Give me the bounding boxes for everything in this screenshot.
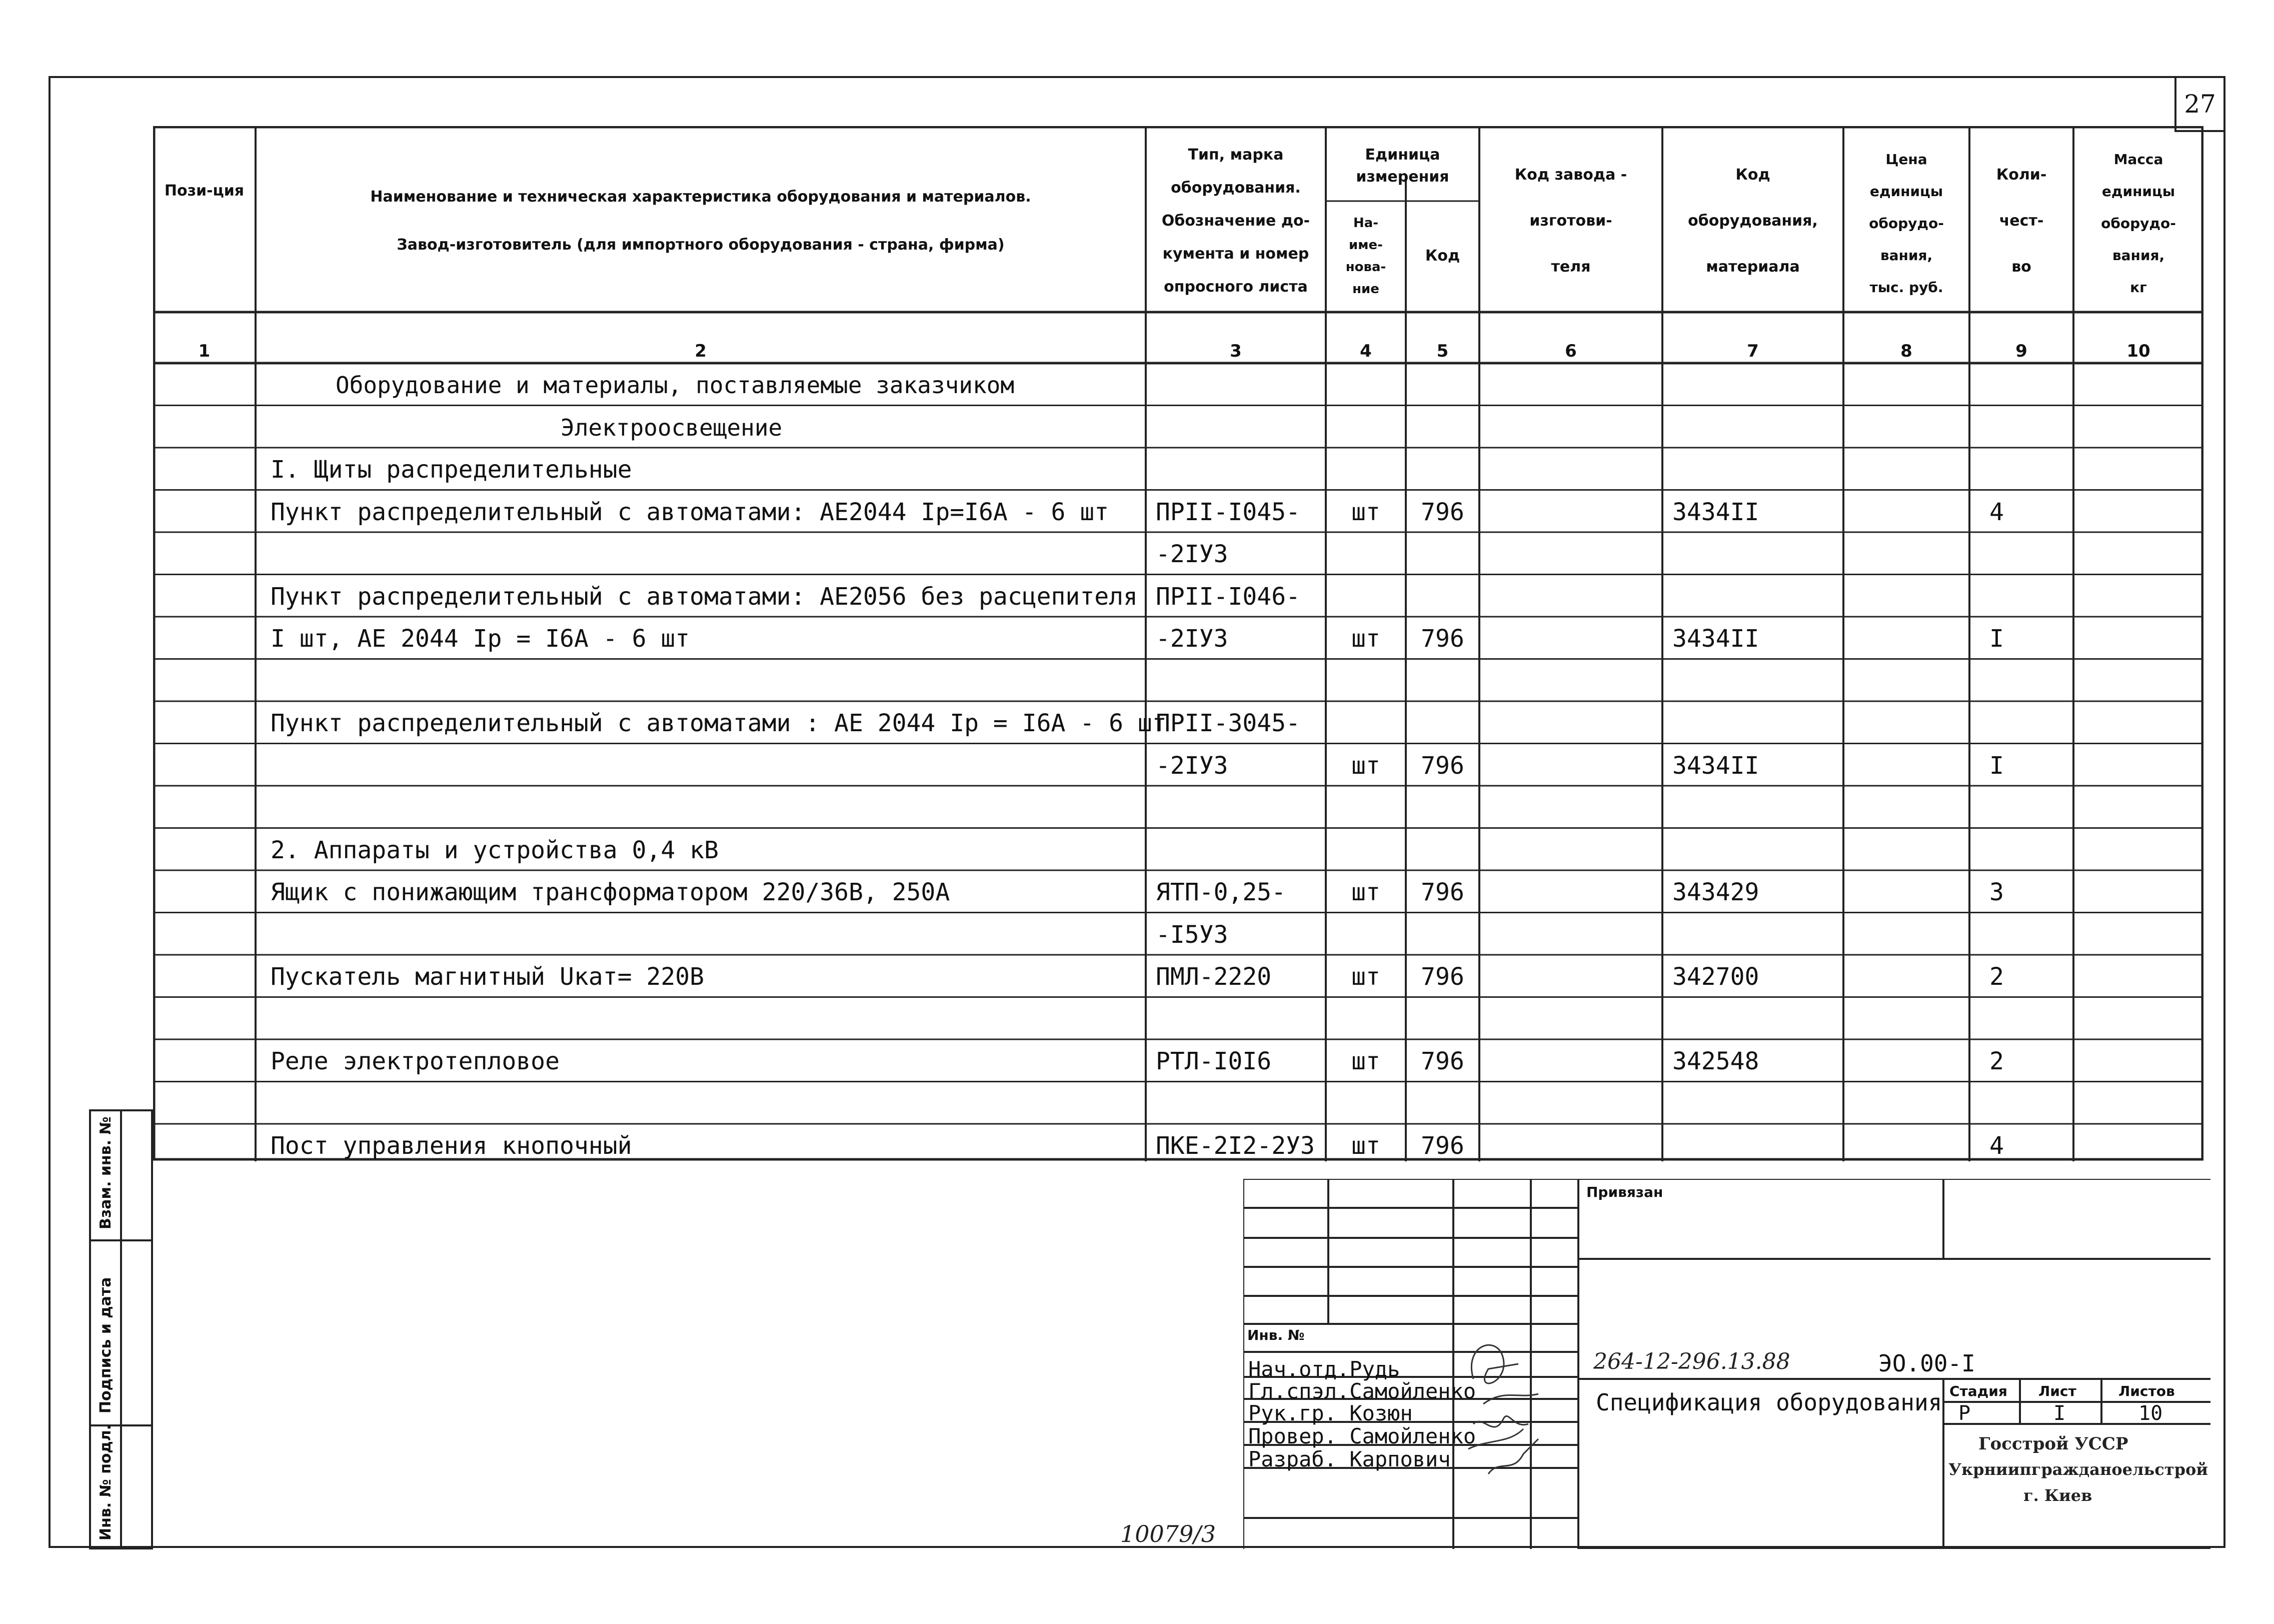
colnum-9: 9 — [2015, 341, 2027, 361]
row-19-qty: 4 — [1989, 1132, 2004, 1160]
row-1-unit — [1326, 364, 1406, 406]
row-4-type: ПРII-I045- — [1156, 498, 1300, 526]
row-5-type: -2IУ3 — [1156, 540, 1228, 568]
row-6-unit — [1326, 576, 1406, 618]
row-17-name: Реле электротепловое — [271, 1047, 560, 1075]
privyazan-label: Привязан — [1586, 1184, 1663, 1200]
row-3-code — [1406, 449, 1479, 491]
header-price: Цена единицы оборудо- вания, тыс. руб. — [1869, 151, 1944, 296]
row-9-code — [1406, 702, 1479, 744]
header-unit-code: Код — [1425, 247, 1460, 265]
row-13-equip: 343429 — [1672, 878, 1759, 906]
header-position: Пози-ция — [164, 182, 245, 200]
stamp-inv-podl: Инв. № подл. — [97, 1424, 115, 1540]
row-14-code — [1406, 914, 1479, 956]
row-19-code: 796 — [1421, 1132, 1464, 1160]
header-mass: Масса единицы оборудо- вания, кг — [2101, 151, 2176, 296]
doc-title: Спецификация оборудования — [1596, 1389, 1942, 1416]
row-5-code — [1406, 533, 1479, 575]
row-17-unit: шт — [1351, 1047, 1380, 1075]
row-18-code — [1406, 1083, 1479, 1125]
row-3-unit — [1326, 449, 1406, 491]
row-18-unit — [1326, 1083, 1406, 1125]
row-10-unit: шт — [1351, 751, 1380, 780]
row-10-type: -2IУ3 — [1156, 751, 1228, 780]
sheet-value: I — [2053, 1402, 2066, 1425]
signer-1: Нач.отд.Рудь — [1248, 1357, 1400, 1381]
colnum-5: 5 — [1436, 341, 1449, 361]
doc-code-handwritten: 264-12-296.13.88 — [1593, 1349, 1790, 1374]
sheets-label: Листов — [2118, 1383, 2175, 1399]
row-13-unit: шт — [1351, 878, 1380, 906]
row-9-name: Пункт распределительный с автоматами : АЕ 2044 Iр = I6А - 6 шт — [271, 709, 1167, 737]
org-line2: Укрниипгражданоельстрой — [1948, 1460, 2208, 1479]
org-line1: Госстрой УССР — [1978, 1434, 2128, 1454]
colnum-4: 4 — [1360, 341, 1372, 361]
row-11-code — [1406, 787, 1479, 829]
colnum-10: 10 — [2126, 341, 2150, 361]
stamp-podpis-data: Подпись и дата — [97, 1277, 115, 1413]
sheet-label: Лист — [2038, 1383, 2076, 1399]
row-12-unit — [1326, 829, 1406, 871]
header-name: Наименование и техническая характеристика оборудования и материалов. Завод-изготовитель (для импортного оборудования - страна, фирма) — [370, 188, 1031, 254]
title-block — [1243, 1179, 2210, 1549]
row-6-code — [1406, 576, 1479, 618]
row-6-name: Пункт распределительный с автоматами: АЕ2056 без расцепителя — [271, 582, 1138, 611]
row-9-unit — [1326, 702, 1406, 744]
row-7-code: 796 — [1421, 625, 1464, 653]
row-13-qty: 3 — [1989, 878, 2004, 906]
row-17-code: 796 — [1421, 1047, 1464, 1075]
row-19-name: Пост управления кнопочный — [271, 1132, 632, 1160]
header-equipment-code: Код оборудования, материала — [1688, 166, 1818, 276]
row-1-name: Оборудование и материалы, поставляемые заказчиком — [336, 372, 1015, 399]
row-4-equip: 3434II — [1672, 498, 1759, 526]
row-4-unit: шт — [1351, 498, 1380, 526]
row-13-name: Ящик с понижающим трансформатором 220/36В, 250А — [271, 878, 950, 906]
row-7-type: -2IУ3 — [1156, 625, 1228, 653]
row-11-unit — [1326, 787, 1406, 829]
signer-5: Разраб. Карпович — [1248, 1447, 1451, 1471]
colnum-7: 7 — [1747, 341, 1759, 361]
org-line3: г. Киев — [2023, 1486, 2092, 1505]
row-19-type: ПКЕ-2I2-2У3 — [1156, 1132, 1315, 1160]
sheets-value: 10 — [2138, 1402, 2163, 1425]
stage-value: Р — [1958, 1402, 1971, 1425]
colnum-2: 2 — [695, 341, 707, 361]
row-14-type: -I5У3 — [1156, 920, 1228, 949]
signer-4: Провер. Самойленко — [1248, 1424, 1476, 1448]
row-10-qty: I — [1989, 751, 2004, 780]
row-2-unit — [1326, 407, 1406, 449]
margin-stamp — [89, 1109, 153, 1549]
row-7-unit: шт — [1351, 625, 1380, 653]
inv-no-label: Инв. № — [1247, 1327, 1305, 1343]
row-15-unit: шт — [1351, 963, 1380, 991]
row-10-equip: 3434II — [1672, 751, 1759, 780]
row-12-name: 2. Аппараты и устройства 0,4 кВ — [271, 836, 719, 864]
colnum-1: 1 — [198, 341, 211, 361]
archive-number: 10079/3 — [1120, 1520, 1216, 1547]
row-3-name: I. Щиты распределительные — [271, 456, 632, 484]
row-4-code: 796 — [1421, 498, 1464, 526]
signature-scribbles — [1443, 1324, 1643, 1524]
colnum-8: 8 — [1900, 341, 1912, 361]
row-1-code — [1406, 364, 1479, 406]
row-17-type: РТЛ-I0I6 — [1156, 1047, 1272, 1075]
row-13-type: ЯТП-0,25- — [1156, 878, 1286, 906]
specification-table — [153, 126, 2203, 1161]
row-17-equip: 342548 — [1672, 1047, 1759, 1075]
row-17-qty: 2 — [1989, 1047, 2004, 1075]
row-8-unit — [1326, 660, 1406, 702]
row-4-qty: 4 — [1989, 498, 2004, 526]
row-2-name: Электроосвещение — [561, 414, 783, 441]
row-15-equip: 342700 — [1672, 963, 1759, 991]
row-4-name: Пункт распределительный с автоматами: АЕ2044 Iр=I6А - 6 шт — [271, 498, 1109, 526]
row-6-type: ПРII-I046- — [1156, 582, 1300, 611]
row-15-qty: 2 — [1989, 963, 2004, 991]
colnum-6: 6 — [1565, 341, 1577, 361]
row-15-name: Пускатель магнитный Uкат= 220В — [271, 963, 704, 991]
header-quantity: Коли- чест- во — [1996, 166, 2047, 276]
row-10-code: 796 — [1421, 751, 1464, 780]
row-7-qty: I — [1989, 625, 2004, 653]
header-unit-group: Единица измерения — [1356, 146, 1449, 186]
sheet-number: 27 — [2174, 76, 2225, 132]
header-type: Тип, марка оборудования. Обозначение до- кумента и номер опросного листа — [1161, 146, 1310, 296]
stage-label: Стадия — [1949, 1383, 2007, 1399]
stamp-vzam-inv: Взам. инв. № — [97, 1116, 115, 1229]
row-7-name: I шт, АЕ 2044 Iр = I6А - 6 шт — [271, 625, 690, 653]
row-15-code: 796 — [1421, 963, 1464, 991]
row-14-unit — [1326, 914, 1406, 956]
row-15-type: ПМЛ-2220 — [1156, 963, 1272, 991]
row-2-code — [1406, 407, 1479, 449]
row-16-code — [1406, 998, 1479, 1040]
row-13-code: 796 — [1421, 878, 1464, 906]
header-unit-name: На- име- нова- ние — [1345, 216, 1386, 297]
colnum-3: 3 — [1230, 341, 1242, 361]
row-7-equip: 3434II — [1672, 625, 1759, 653]
row-9-type: ПРII-3045- — [1156, 709, 1300, 737]
doc-code: ЭО.00-I — [1878, 1350, 1975, 1377]
row-16-unit — [1326, 998, 1406, 1040]
row-12-code — [1406, 829, 1479, 871]
header-factory-code: Код завода - изготови- теля — [1514, 166, 1627, 276]
signer-3: Рук.гр. Козюн — [1248, 1401, 1413, 1425]
signer-2: Гл.спэл.Самойленко — [1248, 1379, 1476, 1403]
row-5-unit — [1326, 533, 1406, 575]
row-8-code — [1406, 660, 1479, 702]
row-19-unit: шт — [1351, 1132, 1380, 1160]
